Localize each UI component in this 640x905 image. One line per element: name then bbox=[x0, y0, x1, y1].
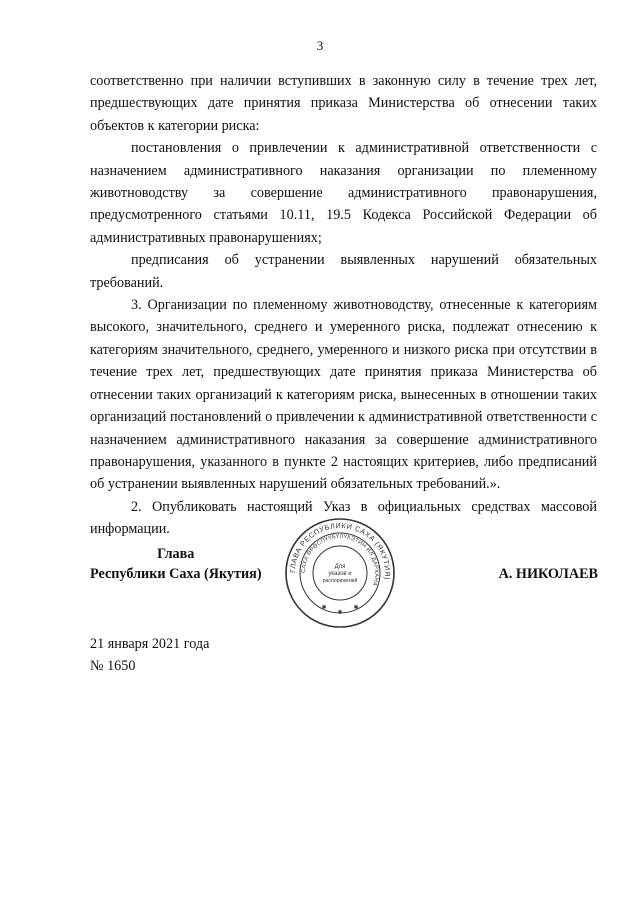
paragraph-orders: предписания об устранении выявленных нарушений обязательных требований. bbox=[90, 252, 597, 291]
signatory-title bbox=[90, 544, 262, 584]
seal-star-center: ✱ bbox=[337, 610, 343, 616]
paragraph-continuation: соответственно при наличии вступивших в законную силу в течение трех лет, предшествующих дате принятия приказа Министерства об отнесении таких объектов к категории риска: bbox=[90, 73, 597, 134]
signatory-name: А. НИКОЛАЕВ bbox=[498, 566, 598, 582]
seal-star-left: ✱ bbox=[321, 605, 327, 611]
document-meta bbox=[90, 633, 209, 677]
seal-center-line2: указов и bbox=[328, 571, 352, 577]
seal-inner-text: САХА ӨРӨСПҮҮБҮЛҮКЭТИН ИЛ ДАРХАНА bbox=[300, 533, 380, 587]
paragraph-item-3: 3. Организации по племенному животноводству, отнесенные к категориям высокого, значительного, среднего и умеренного риска, подлежат отнесению к категориям значительного, среднего, умеренного и низкого риска при отсутствии в течение трех лет, предшествующих дате принятия приказа Министерства об отнесении таких организаций к категориям риска, вынесенных в отношении таких организаций постановлений о привлечении к административной ответственности с назначением административного наказания за совершение административного правонарушения, указанного в пункте 2 настоящих критериев, либо предписаний об устранении выявленных нарушений обязательных требований.». bbox=[90, 297, 597, 493]
signatory-title-line2: Республики Саха (Якутия) bbox=[90, 566, 262, 582]
seal-center-line3: распоряжений bbox=[322, 578, 358, 584]
paragraph-publish: 2. Опубликовать настоящий Указ в официальных средствах массовой информации. bbox=[90, 498, 597, 538]
document-number: № 1650 bbox=[90, 658, 136, 674]
document-body bbox=[90, 70, 597, 541]
document-date: 21 января 2021 года bbox=[90, 636, 210, 652]
seal-center-line1: Для bbox=[334, 564, 346, 570]
seal-outer-text: ГЛАВА РЕСПУБЛИКИ САХА (ЯКУТИЯ) bbox=[287, 520, 393, 581]
official-seal bbox=[284, 517, 396, 629]
page-number: 3 bbox=[316, 38, 324, 53]
seal-star-right: ✱ bbox=[353, 605, 359, 611]
signatory-title-line1: Глава bbox=[157, 546, 195, 562]
paragraph-resolutions: постановления о привлечении к административной ответственности с назначением административного наказания организации по племенному животноводству за совершение административного правонарушения, предусмотренного статьями 10.11, 19.5 Кодекса Российской Федерации об административных правонарушениях; bbox=[90, 140, 597, 246]
